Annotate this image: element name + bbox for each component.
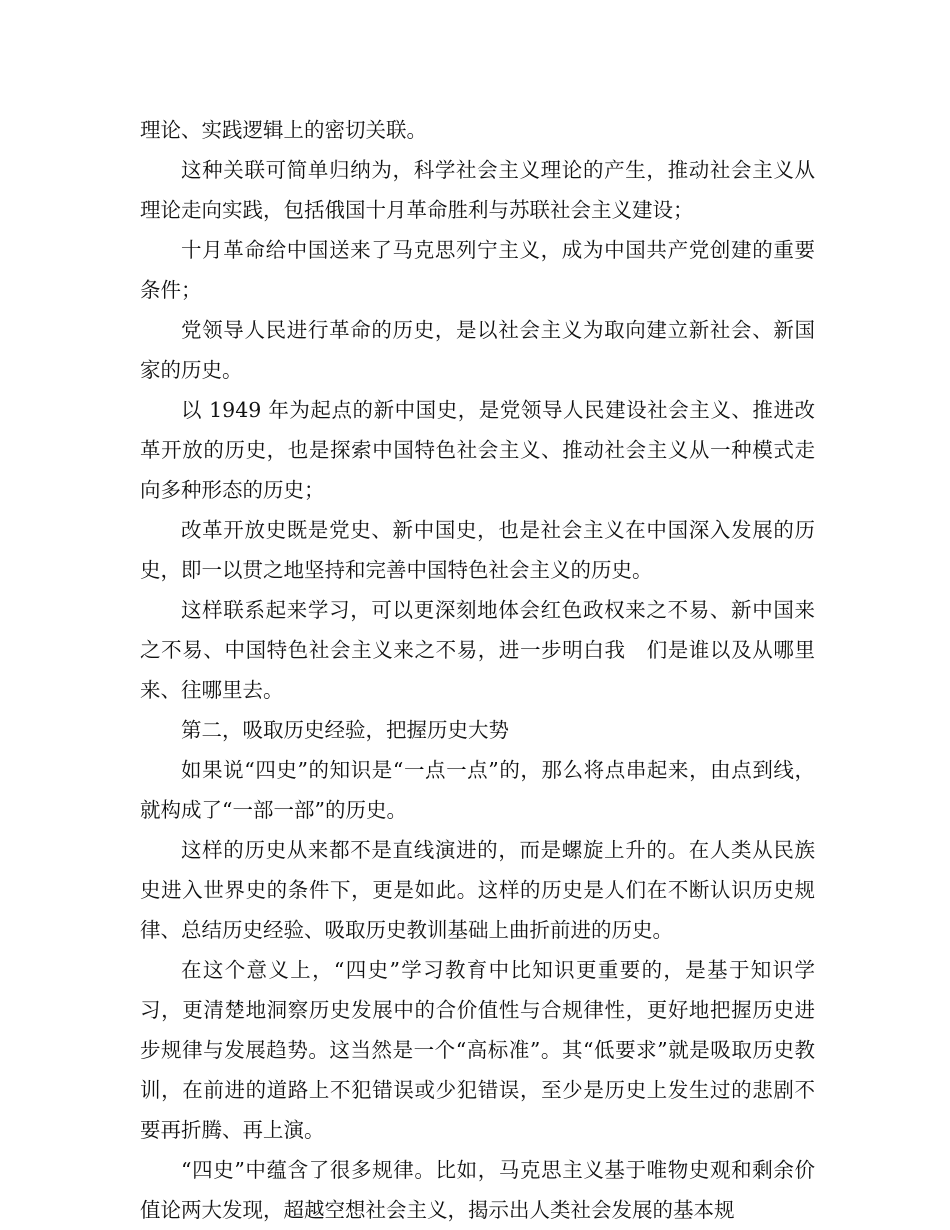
paragraph: 以 1949 年为起点的新中国史，是党领导人民建设社会主义、推进改革开放的历史，也是探索中国特色社会主义、推动社会主义从一种模式走向多种形态的历史； xyxy=(140,398,815,502)
paragraph: 这样联系起来学习，可以更深刻地体会红色政权来之不易、新中国来之不易、中国特色社会主义来之不易，进一步明白我 们是谁以及从哪里来、往哪里去。 xyxy=(140,598,815,702)
paragraph: 这种关联可简单归纳为，科学社会主义理论的产生，推动社会主义从理论走向实践，包括俄国十月革命胜利与苏联社会主义建设； xyxy=(140,158,815,222)
paragraph: 十月革命给中国送来了马克思列宁主义，成为中国共产党创建的重要条件； xyxy=(140,238,815,302)
section-heading: 第二，吸取历史经验，把握历史大势 xyxy=(181,718,509,742)
document-body xyxy=(140,110,815,1230)
paragraph-continuation: 理论、实践逻辑上的密切关联。 xyxy=(140,118,427,142)
paragraph: 改革开放史既是党史、新中国史，也是社会主义在中国深入发展的历史，即一以贯之地坚持和完善中国特色社会主义的历史。 xyxy=(140,518,815,582)
paragraph: 如果说“四史”的知识是“一点一点”的，那么将点串起来，由点到线，就构成了“一部一部”的历史。 xyxy=(140,758,815,822)
paragraph: “四史”中蕴含了很多规律。比如，马克思主义基于唯物史观和剩余价值论两大发现，超越空想社会主义，揭示出人类社会发展的基本规 xyxy=(140,1158,815,1222)
paragraph: 党领导人民进行革命的历史，是以社会主义为取向建立新社会、新国家的历史。 xyxy=(140,318,815,382)
paragraph: 这样的历史从来都不是直线演进的，而是螺旋上升的。在人类从民族史进入世界史的条件下，更是如此。这样的历史是人们在不断认识历史规律、总结历史经验、吸取历史教训基础上曲折前进的历史。 xyxy=(140,838,815,942)
paragraph: 在这个意义上，“四史”学习教育中比知识更重要的，是基于知识学习，更清楚地洞察历史发展中的合价值性与合规律性，更好地把握历史进步规律与发展趋势。这当然是一个“高标准”。其“低要求”就是吸取历史教训，在前进的道路上不犯错误或少犯错误，至少是历史上发生过的悲剧不要再折腾、再上演。 xyxy=(140,958,815,1142)
